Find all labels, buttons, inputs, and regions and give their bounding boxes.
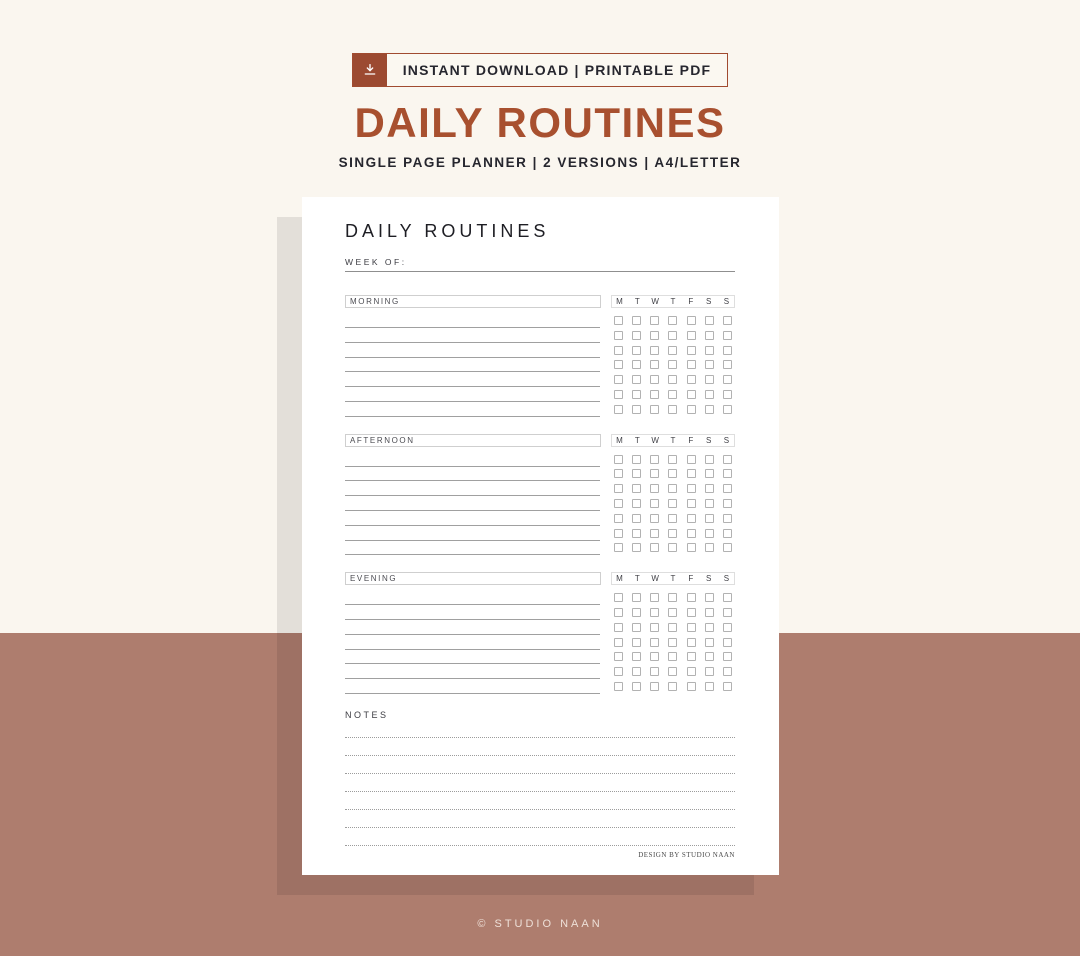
routine-row (345, 605, 735, 620)
day-checkbox[interactable] (614, 652, 623, 661)
hero-header (0, 0, 1080, 170)
checkbox-row (611, 679, 735, 694)
day-checkbox[interactable] (705, 390, 714, 399)
day-checkbox[interactable] (668, 514, 677, 523)
day-checkbox[interactable] (723, 375, 732, 384)
day-header: T (670, 435, 676, 445)
routine-row (345, 328, 735, 343)
day-checkbox[interactable] (723, 499, 732, 508)
day-checkbox[interactable] (650, 390, 659, 399)
day-checkbox[interactable] (668, 455, 677, 464)
day-checkbox[interactable] (632, 543, 641, 552)
day-checkbox[interactable] (668, 638, 677, 647)
day-checkbox[interactable] (705, 543, 714, 552)
day-checkbox[interactable] (723, 667, 732, 676)
checkbox-row (611, 541, 735, 556)
checkbox-row (611, 620, 735, 635)
day-checkbox[interactable] (650, 593, 659, 602)
day-checkbox[interactable] (687, 608, 696, 617)
checkbox-row (611, 590, 735, 605)
day-checkbox[interactable] (614, 390, 623, 399)
day-checkbox[interactable] (632, 331, 641, 340)
routine-write-line[interactable] (345, 679, 600, 694)
day-checkbox[interactable] (650, 608, 659, 617)
checkbox-row (611, 511, 735, 526)
routine-write-line[interactable] (345, 541, 600, 556)
day-checkbox[interactable] (668, 593, 677, 602)
routine-row (345, 496, 735, 511)
day-checkbox[interactable] (614, 469, 623, 478)
day-header: F (688, 435, 694, 445)
day-checkbox[interactable] (687, 667, 696, 676)
day-checkbox[interactable] (687, 405, 696, 414)
checkbox-row (611, 372, 735, 387)
day-checkbox[interactable] (650, 529, 659, 538)
day-checkbox[interactable] (668, 529, 677, 538)
routine-row (345, 358, 735, 373)
section-label: AFTERNOON (350, 435, 415, 445)
routine-write-line[interactable] (345, 620, 600, 635)
day-checkbox[interactable] (687, 623, 696, 632)
day-checkbox[interactable] (614, 499, 623, 508)
day-checkbox[interactable] (723, 360, 732, 369)
day-checkbox[interactable] (614, 346, 623, 355)
day-header: T (670, 574, 676, 584)
day-checkbox[interactable] (687, 346, 696, 355)
day-checkbox[interactable] (723, 405, 732, 414)
day-checkbox[interactable] (705, 316, 714, 325)
section-header (345, 295, 735, 308)
day-checkbox[interactable] (687, 484, 696, 493)
routine-row (345, 650, 735, 665)
day-header: W (651, 297, 659, 307)
day-checkbox[interactable] (687, 390, 696, 399)
routine-write-line[interactable] (345, 496, 600, 511)
checkbox-row (611, 664, 735, 679)
day-checkbox[interactable] (705, 514, 714, 523)
day-checkbox[interactable] (687, 469, 696, 478)
day-checkbox[interactable] (687, 360, 696, 369)
day-checkbox[interactable] (723, 316, 732, 325)
section-label-box (345, 434, 601, 447)
routine-write-line[interactable] (345, 387, 600, 402)
routine-write-line[interactable] (345, 526, 600, 541)
instant-download-badge (352, 53, 729, 87)
day-checkbox[interactable] (632, 593, 641, 602)
footer-credit: © STUDIO NAAN (477, 918, 603, 930)
routine-row (345, 387, 735, 402)
day-headers (611, 434, 735, 447)
day-checkbox[interactable] (650, 543, 659, 552)
day-checkbox[interactable] (614, 484, 623, 493)
day-header: S (705, 297, 712, 307)
checkbox-row (611, 635, 735, 650)
day-checkbox[interactable] (687, 499, 696, 508)
day-checkbox[interactable] (614, 529, 623, 538)
checkbox-row (611, 650, 735, 665)
day-checkbox[interactable] (668, 469, 677, 478)
day-checkbox[interactable] (650, 514, 659, 523)
routine-sections (345, 295, 735, 694)
day-checkbox[interactable] (687, 514, 696, 523)
day-checkbox[interactable] (723, 455, 732, 464)
day-headers (611, 572, 735, 585)
day-checkbox[interactable] (668, 346, 677, 355)
day-checkbox[interactable] (614, 667, 623, 676)
day-checkbox[interactable] (632, 499, 641, 508)
day-checkbox[interactable] (705, 346, 714, 355)
day-checkbox[interactable] (687, 529, 696, 538)
day-checkbox[interactable] (632, 623, 641, 632)
routine-row (345, 620, 735, 635)
day-checkbox[interactable] (632, 682, 641, 691)
routine-row (345, 372, 735, 387)
day-checkbox[interactable] (614, 331, 623, 340)
routine-write-line[interactable] (345, 372, 600, 387)
day-header: S (723, 574, 730, 584)
day-header: M (616, 435, 623, 445)
day-checkbox[interactable] (650, 499, 659, 508)
day-checkbox[interactable] (632, 638, 641, 647)
routine-write-line[interactable] (345, 313, 600, 328)
day-checkbox[interactable] (723, 331, 732, 340)
checkbox-row (611, 605, 735, 620)
day-checkbox[interactable] (614, 514, 623, 523)
checkbox-row (611, 358, 735, 373)
routine-row (345, 452, 735, 467)
notes-line[interactable] (345, 828, 735, 846)
day-checkbox[interactable] (705, 499, 714, 508)
routine-write-line[interactable] (345, 402, 600, 417)
day-checkbox[interactable] (668, 499, 677, 508)
section-label-box (345, 295, 601, 308)
day-header: S (723, 297, 730, 307)
day-checkbox[interactable] (632, 375, 641, 384)
checkbox-row (611, 328, 735, 343)
routine-section (345, 295, 735, 417)
day-checkbox[interactable] (614, 623, 623, 632)
product-title: DAILY ROUTINES (354, 99, 726, 146)
day-header: W (651, 435, 659, 445)
routine-write-line[interactable] (345, 664, 600, 679)
day-checkbox[interactable] (705, 593, 714, 602)
routine-section (345, 572, 735, 694)
routine-row (345, 343, 735, 358)
badge-label: INSTANT DOWNLOAD | PRINTABLE PDF (402, 62, 712, 78)
day-checkbox[interactable] (614, 593, 623, 602)
routine-write-line[interactable] (345, 328, 600, 343)
day-header: F (688, 574, 694, 584)
routine-section (345, 434, 735, 556)
routine-write-line[interactable] (345, 452, 600, 467)
day-checkbox[interactable] (705, 455, 714, 464)
day-checkbox[interactable] (723, 514, 732, 523)
day-header: M (616, 574, 623, 584)
day-checkbox[interactable] (668, 316, 677, 325)
routine-row (345, 541, 735, 556)
day-header: T (634, 574, 640, 584)
day-checkbox[interactable] (614, 316, 623, 325)
day-checkbox[interactable] (705, 469, 714, 478)
day-checkbox[interactable] (705, 529, 714, 538)
day-checkbox[interactable] (650, 331, 659, 340)
day-checkbox[interactable] (632, 667, 641, 676)
day-checkbox[interactable] (668, 608, 677, 617)
checkbox-row (611, 481, 735, 496)
section-header (345, 434, 735, 447)
routine-write-line[interactable] (345, 590, 600, 605)
day-checkbox[interactable] (650, 346, 659, 355)
day-checkbox[interactable] (723, 623, 732, 632)
routine-row (345, 635, 735, 650)
routine-row (345, 526, 735, 541)
planner-page (302, 197, 779, 875)
day-checkbox[interactable] (723, 529, 732, 538)
day-checkbox[interactable] (632, 484, 641, 493)
day-checkbox[interactable] (687, 316, 696, 325)
day-checkbox[interactable] (723, 652, 732, 661)
day-checkbox[interactable] (668, 652, 677, 661)
day-checkbox[interactable] (632, 405, 641, 414)
routine-row (345, 664, 735, 679)
routine-write-line[interactable] (345, 635, 600, 650)
notes-section (345, 711, 735, 846)
day-checkbox[interactable] (650, 652, 659, 661)
day-checkbox[interactable] (632, 469, 641, 478)
checkbox-row (611, 402, 735, 417)
day-checkbox[interactable] (723, 608, 732, 617)
day-header: T (634, 435, 640, 445)
day-checkbox[interactable] (668, 390, 677, 399)
routine-write-line[interactable] (345, 650, 600, 665)
day-checkbox[interactable] (687, 331, 696, 340)
day-checkbox[interactable] (650, 623, 659, 632)
day-header: W (651, 574, 659, 584)
day-checkbox[interactable] (668, 682, 677, 691)
day-checkbox[interactable] (650, 667, 659, 676)
checkbox-row (611, 387, 735, 402)
day-checkbox[interactable] (650, 638, 659, 647)
notes-line[interactable] (345, 774, 735, 792)
day-checkbox[interactable] (705, 331, 714, 340)
day-checkbox[interactable] (668, 623, 677, 632)
day-header: T (634, 297, 640, 307)
checkbox-row (611, 526, 735, 541)
day-checkbox[interactable] (614, 455, 623, 464)
section-rows (345, 452, 735, 556)
day-checkbox[interactable] (632, 455, 641, 464)
routine-write-line[interactable] (345, 358, 600, 373)
section-rows (345, 313, 735, 417)
checkbox-row (611, 467, 735, 482)
day-checkbox[interactable] (650, 469, 659, 478)
day-checkbox[interactable] (705, 360, 714, 369)
routine-row (345, 467, 735, 482)
day-checkbox[interactable] (650, 484, 659, 493)
day-header: S (705, 435, 712, 445)
checkbox-row (611, 313, 735, 328)
routine-row (345, 313, 735, 328)
day-checkbox[interactable] (632, 390, 641, 399)
day-checkbox[interactable] (632, 346, 641, 355)
day-checkbox[interactable] (614, 375, 623, 384)
day-checkbox[interactable] (668, 375, 677, 384)
day-checkbox[interactable] (723, 469, 732, 478)
day-checkbox[interactable] (687, 375, 696, 384)
routine-write-line[interactable] (345, 605, 600, 620)
day-checkbox[interactable] (687, 455, 696, 464)
day-checkbox[interactable] (650, 316, 659, 325)
section-label: EVENING (350, 574, 398, 584)
routine-write-line[interactable] (345, 343, 600, 358)
routine-row (345, 402, 735, 417)
day-checkbox[interactable] (614, 360, 623, 369)
day-checkbox[interactable] (614, 405, 623, 414)
day-checkbox[interactable] (614, 543, 623, 552)
day-checkbox[interactable] (705, 608, 714, 617)
day-checkbox[interactable] (723, 682, 732, 691)
routine-row (345, 590, 735, 605)
day-header: M (616, 297, 623, 307)
day-checkbox[interactable] (723, 543, 732, 552)
day-header: F (688, 297, 694, 307)
day-checkbox[interactable] (668, 543, 677, 552)
day-checkbox[interactable] (632, 514, 641, 523)
section-label-box (345, 572, 601, 585)
day-header: T (670, 297, 676, 307)
routine-write-line[interactable] (345, 481, 600, 496)
day-checkbox[interactable] (668, 331, 677, 340)
day-checkbox[interactable] (705, 375, 714, 384)
day-checkbox[interactable] (705, 638, 714, 647)
notes-lines (345, 720, 735, 846)
notes-line[interactable] (345, 720, 735, 738)
notes-line[interactable] (345, 792, 735, 810)
day-checkbox[interactable] (614, 638, 623, 647)
day-checkbox[interactable] (650, 405, 659, 414)
day-checkbox[interactable] (723, 593, 732, 602)
day-checkbox[interactable] (650, 682, 659, 691)
section-label: MORNING (350, 297, 400, 307)
day-checkbox[interactable] (705, 484, 714, 493)
day-checkbox[interactable] (705, 682, 714, 691)
design-credit: DESIGN BY STUDIO NAAN (638, 850, 735, 859)
day-checkbox[interactable] (723, 390, 732, 399)
routine-write-line[interactable] (345, 511, 600, 526)
routine-row (345, 511, 735, 526)
planner-title: DAILY ROUTINES (345, 221, 550, 241)
day-header: S (723, 435, 730, 445)
product-subtitle: SINGLE PAGE PLANNER | 2 VERSIONS | A4/LETTER (338, 155, 742, 170)
day-checkbox[interactable] (614, 608, 623, 617)
section-rows (345, 590, 735, 694)
day-checkbox[interactable] (650, 360, 659, 369)
day-checkbox[interactable] (632, 608, 641, 617)
day-checkbox[interactable] (687, 652, 696, 661)
day-checkbox[interactable] (705, 667, 714, 676)
checkbox-row (611, 343, 735, 358)
day-checkbox[interactable] (614, 682, 623, 691)
day-checkbox[interactable] (705, 623, 714, 632)
download-icon (353, 54, 387, 86)
section-header (345, 572, 735, 585)
day-checkbox[interactable] (687, 593, 696, 602)
day-checkbox[interactable] (650, 375, 659, 384)
day-checkbox[interactable] (687, 682, 696, 691)
day-headers (611, 295, 735, 308)
day-checkbox[interactable] (632, 652, 641, 661)
day-checkbox[interactable] (723, 638, 732, 647)
day-header: S (705, 574, 712, 584)
day-checkbox[interactable] (668, 484, 677, 493)
checkbox-row (611, 452, 735, 467)
checkbox-row (611, 496, 735, 511)
day-checkbox[interactable] (668, 405, 677, 414)
day-checkbox[interactable] (687, 638, 696, 647)
day-checkbox[interactable] (723, 346, 732, 355)
routine-row (345, 679, 735, 694)
day-checkbox[interactable] (650, 455, 659, 464)
routine-row (345, 481, 735, 496)
notes-line[interactable] (345, 738, 735, 756)
day-checkbox[interactable] (687, 543, 696, 552)
week-of-label: WEEK OF: (345, 256, 407, 267)
day-checkbox[interactable] (668, 360, 677, 369)
routine-write-line[interactable] (345, 467, 600, 482)
day-checkbox[interactable] (723, 484, 732, 493)
day-checkbox[interactable] (705, 405, 714, 414)
day-checkbox[interactable] (668, 667, 677, 676)
day-checkbox[interactable] (632, 360, 641, 369)
week-of-line[interactable] (345, 271, 735, 272)
notes-line[interactable] (345, 810, 735, 828)
notes-label: NOTES (345, 709, 389, 720)
notes-line[interactable] (345, 756, 735, 774)
day-checkbox[interactable] (632, 316, 641, 325)
day-checkbox[interactable] (705, 652, 714, 661)
day-checkbox[interactable] (632, 529, 641, 538)
